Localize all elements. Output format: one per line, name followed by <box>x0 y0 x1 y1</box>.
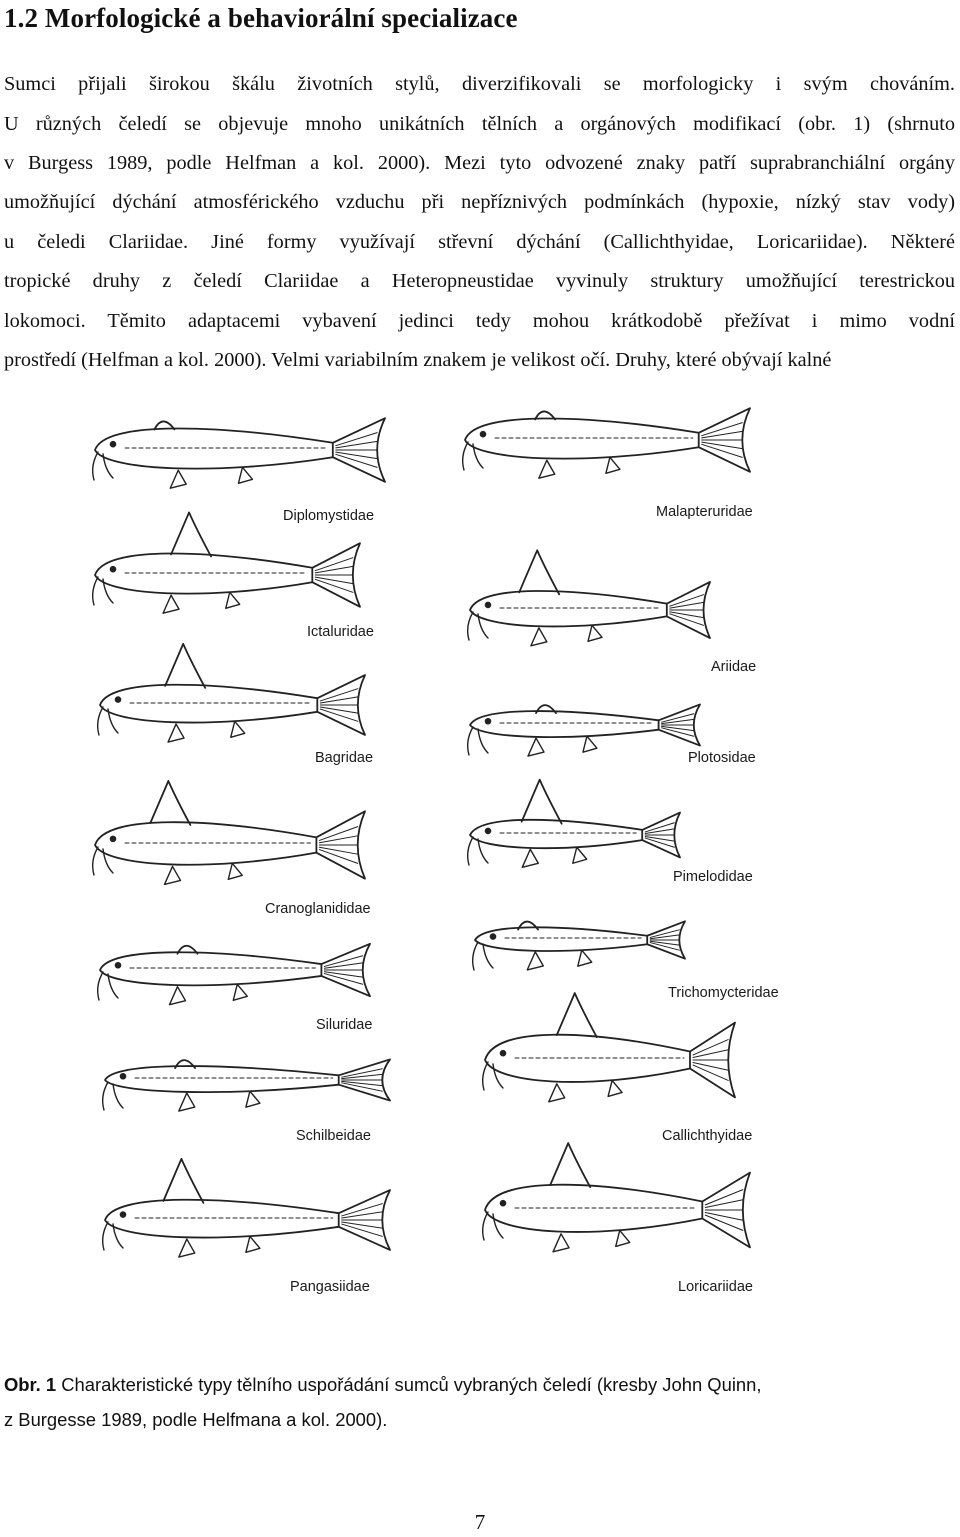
family-label-diplomystidae: Diplomystidae <box>283 508 375 524</box>
fish-drawing <box>93 781 365 884</box>
fish-drawings <box>0 395 960 1335</box>
family-label-trichomycteridae: Trichomycteridae <box>668 985 779 1001</box>
fish-drawing <box>463 408 750 478</box>
family-label-bagridae: Bagridae <box>315 750 374 766</box>
paragraph-line: U různých čeledí se objevuje mnoho unikátních tělních a orgánových modifikací (obr. 1) (shrnuto <box>4 113 955 135</box>
family-label-loricariidae: Loricariidae <box>678 1279 753 1295</box>
family-label-cranoglanididae: Cranoglanididae <box>265 901 371 917</box>
paragraph-line: v Burgess 1989, podle Helfman a kol. 2000). Mezi tyto odvozené znaky patří suprabranchiální orgány <box>4 152 955 174</box>
catfish-figure <box>0 395 960 1335</box>
fish-drawing <box>93 418 385 488</box>
family-label-malapteruridae: Malapteruridae <box>656 504 753 520</box>
paragraph-line: lokomoci. Těmito adaptacemi vybavení jedinci tedy mohou krátkodobě přežívat i mimo vodní <box>4 310 955 332</box>
paragraph-line: u čeledi Clariidae. Jiné formy využívají střevní dýchání (Callichthyidae, Loricariidae). Některé <box>4 231 955 253</box>
fish-drawing <box>103 1159 390 1257</box>
family-label-schilbeidae: Schilbeidae <box>296 1128 371 1144</box>
fish-drawing <box>98 944 370 1005</box>
fish-drawing <box>468 780 680 868</box>
fish-drawing <box>473 921 685 970</box>
fish-drawing <box>93 512 360 613</box>
fish-drawing <box>468 550 710 646</box>
caption-text: Charakteristické typy tělního uspořádání sumců vybraných čeledí (kresby John Quinn, <box>61 1374 762 1395</box>
fish-drawing <box>483 1143 750 1252</box>
fish-drawing <box>103 1059 390 1111</box>
page-number: 7 <box>474 1510 486 1534</box>
fish-drawing <box>468 704 700 756</box>
paragraph-line: tropické druhy z čeledí Clariidae a Heteropneustidae vyvinuly struktury umožňující terestrickou <box>4 270 955 292</box>
family-label-ictaluridae: Ictaluridae <box>307 624 374 640</box>
family-label-ariidae: Ariidae <box>711 659 757 675</box>
fish-drawing <box>98 644 365 742</box>
family-label-pangasiidae: Pangasiidae <box>290 1279 370 1295</box>
paragraph-line: umožňující dýchání atmosférického vzduchu při nepříznivých podmínkách (hypoxie, nízký stav vody) <box>4 191 955 213</box>
caption-line-2: z Burgesse 1989, podle Helfmana a kol. 2000). <box>4 1409 388 1430</box>
caption-label: Obr. 1 <box>4 1374 57 1395</box>
paragraph-line: Sumci přijali širokou škálu životních stylů, diverzifikovali se morfologicky i svým chováním. <box>4 73 955 95</box>
family-label-plotosidae: Plotosidae <box>688 750 756 766</box>
section-heading: 1.2 Morfologické a behaviorální specializace <box>4 3 518 33</box>
caption-line-1 <box>4 1373 761 1397</box>
paragraph-line: prostředí (Helfman a kol. 2000). Velmi variabilním znakem je velikost očí. Druhy, které obývají kalné <box>4 349 832 371</box>
fish-drawing <box>483 993 735 1102</box>
family-label-callichthyidae: Callichthyidae <box>662 1128 753 1144</box>
family-label-pimelodidae: Pimelodidae <box>673 869 753 885</box>
family-label-siluridae: Siluridae <box>316 1017 373 1033</box>
